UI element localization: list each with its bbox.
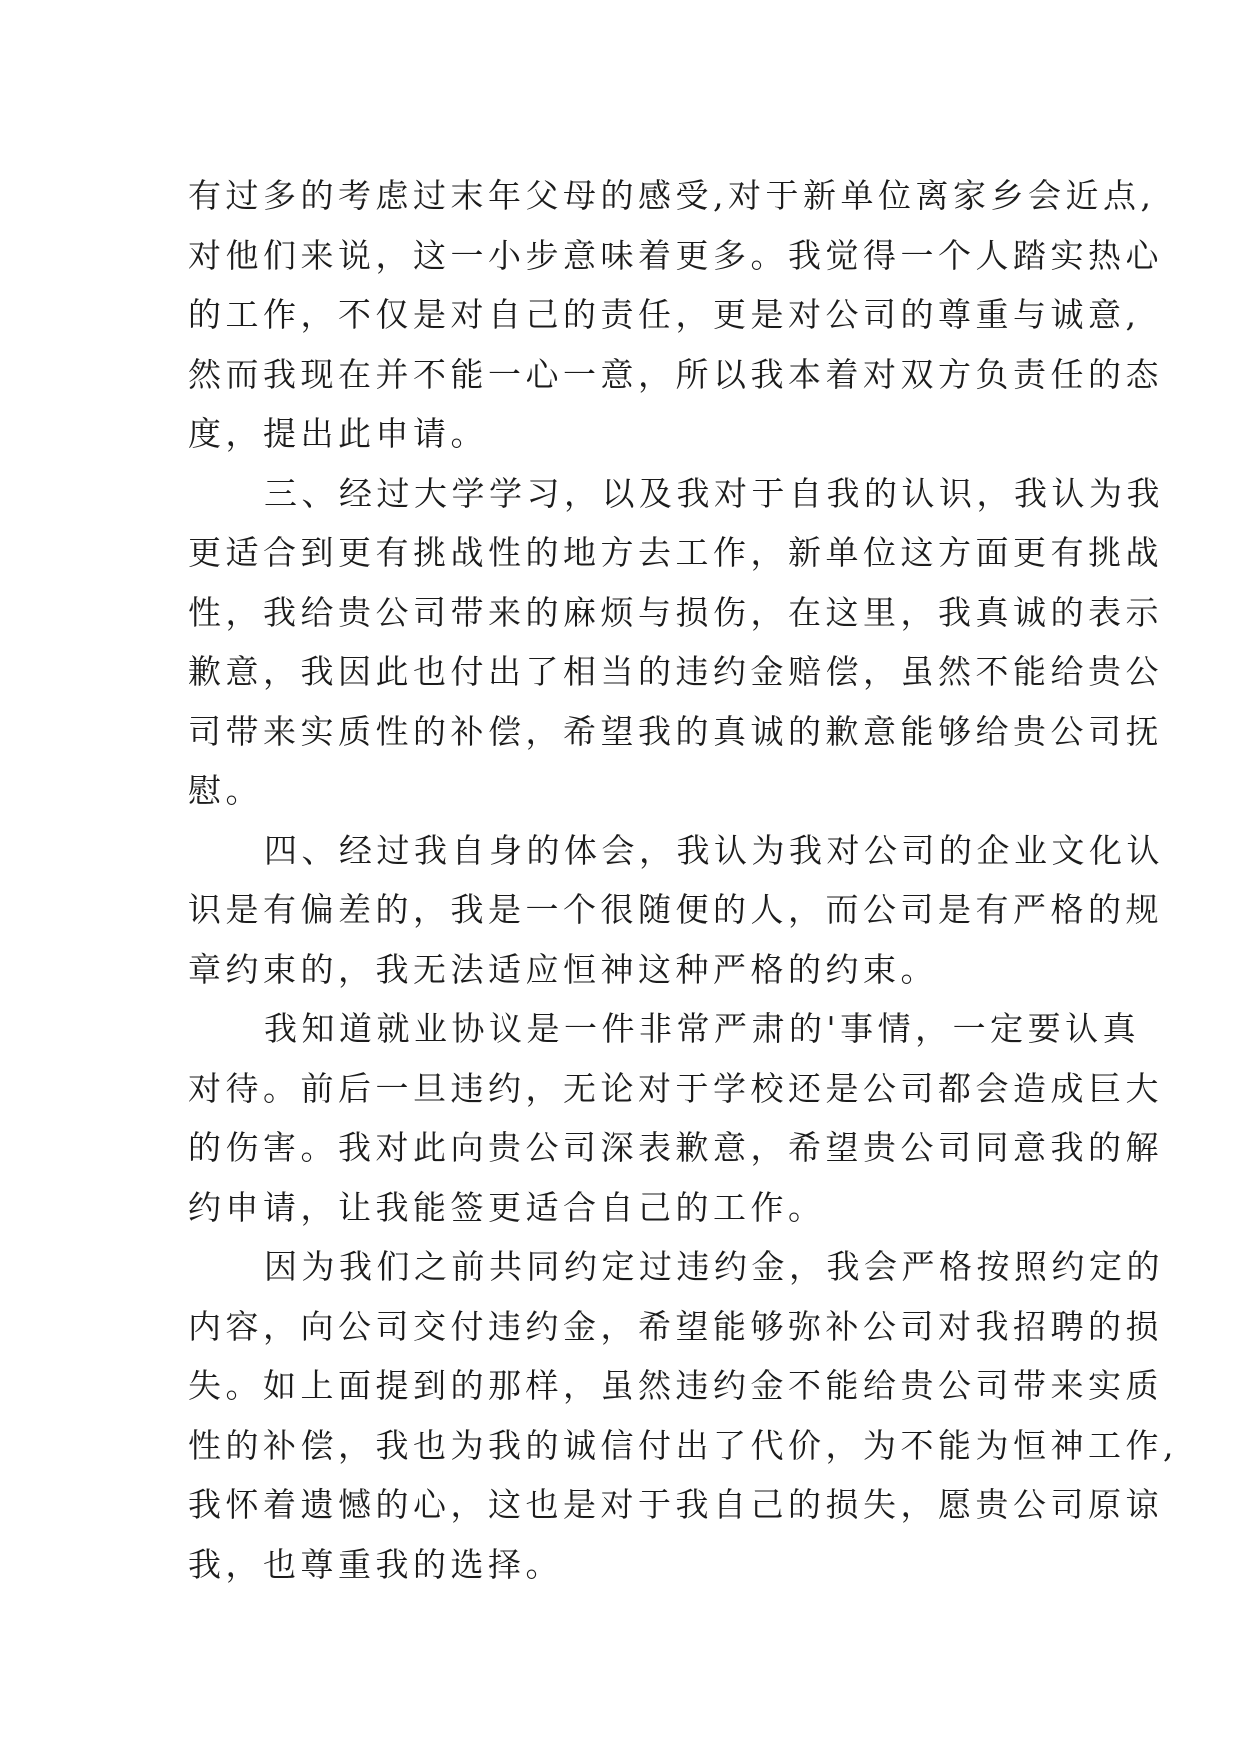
text-line: 度，提出此申请。 xyxy=(188,414,488,453)
text-line: 对待。前后一旦违约，无论对于学校还是公司都会造成巨大 xyxy=(188,1068,1163,1108)
text-line: 司带来实质性的补偿，希望我的真诚的歉意能够给贵公司抚 xyxy=(188,711,1163,751)
text-line: 约申请，让我能签更适合自己的工作。 xyxy=(188,1187,826,1227)
text-line: 我知道就业协议是一件非常严肃的'事情，一定要认真 xyxy=(264,1009,1141,1048)
text-line: 识是有偏差的，我是一个很随便的人，而公司是有严格的规 xyxy=(188,890,1163,929)
text-line: 性的补偿，我也为我的诚信付出了代价，为不能为恒神工作, xyxy=(188,1425,1178,1465)
text-line: 然而我现在并不能一心一意，所以我本着对双方负责任的态 xyxy=(188,354,1163,394)
paragraph xyxy=(188,166,1163,464)
text-line: 更适合到更有挑战性的地方去工作，新单位这方面更有挑战 xyxy=(188,533,1163,572)
paragraph xyxy=(188,999,1163,1237)
text-line: 失。如上面提到的那样，虽然违约金不能给贵公司带来实质 xyxy=(188,1366,1163,1405)
paragraph xyxy=(188,821,1164,1000)
text-line: 因为我们之前共同约定过违约金，我会严格按照约定的 xyxy=(264,1247,1164,1286)
text-line: 歉意，我因此也付出了相当的违约金赔偿，虽然不能给贵公 xyxy=(188,652,1163,691)
paragraph xyxy=(188,1237,1178,1594)
text-line: 的伤害。我对此向贵公司深表歉意，希望贵公司同意我的解 xyxy=(188,1128,1163,1167)
text-line: 三、经过大学学习，以及我对于自我的认识，我认为我 xyxy=(264,473,1164,513)
paragraph xyxy=(188,464,1164,821)
text-line: 慰。 xyxy=(188,771,263,810)
text-line: 章约束的，我无法适应恒神这种严格的约束。 xyxy=(188,949,938,989)
text-line: 有过多的考虑过末年父母的感受,对于新单位离家乡会近点, xyxy=(188,176,1156,215)
document-body xyxy=(188,166,1178,1594)
text-line: 我怀着遗憾的心，这也是对于我自己的损失，愿贵公司原谅 xyxy=(188,1485,1163,1524)
text-line: 的工作，不仅是对自己的责任，更是对公司的尊重与诚意, xyxy=(188,295,1141,334)
text-line: 四、经过我自身的体会，我认为我对公司的企业文化认 xyxy=(264,830,1164,870)
text-line: 性，我给贵公司带来的麻烦与损伤，在这里，我真诚的表示 xyxy=(188,592,1163,632)
text-line: 我，也尊重我的选择。 xyxy=(188,1544,563,1584)
text-line: 内容，向公司交付违约金，希望能够弥补公司对我招聘的损 xyxy=(188,1306,1163,1346)
text-line: 对他们来说，这一小步意味着更多。我觉得一个人踏实热心 xyxy=(188,235,1163,275)
